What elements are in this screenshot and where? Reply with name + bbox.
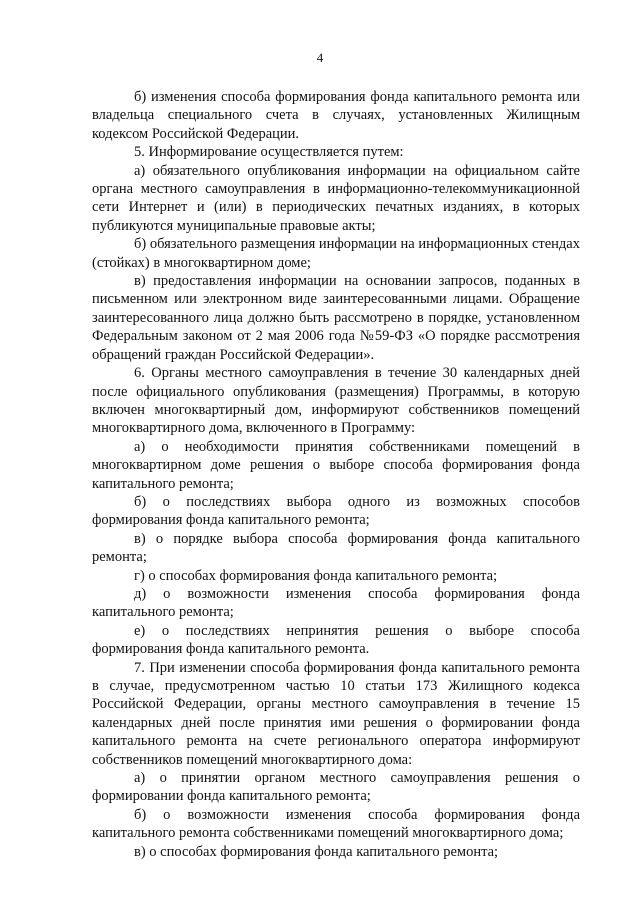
paragraph-7a: а) о принятии органом местного самоуправления решения о формировании фонда капитального ремонта;	[92, 770, 580, 805]
paragraph-4b: б) изменения способа формирования фонда капитального ремонта или владельца специального счета в случаях, установленных Жилищным кодексом Российской Федерации.	[92, 89, 580, 142]
paragraph-5: 5. Информирование осуществляется путем:	[134, 144, 404, 161]
paragraph-5a: а) обязательного опубликования информации на официальном сайте органа местного самоуправления в информационно-телекоммуникационной сети Интернет и (или) в периодических печатных изданиях, в которых публикуются муниципальные правовые акты;	[92, 162, 580, 234]
paragraph-7v: в) о способах формирования фонда капитального ремонта;	[134, 843, 499, 860]
document-body	[92, 88, 580, 861]
paragraph-6b: б) о последствиях выбора одного из возможных способов формирования фонда капитального ремонта;	[92, 493, 580, 529]
paragraph-6g: г) о способах формирования фонда капитального ремонта;	[134, 567, 498, 584]
paragraph-6a: а) о необходимости принятия собственниками помещений в многоквартирном доме решения о выборе способа формирования фонда капитального ремонта;	[92, 438, 580, 492]
page-number: 4	[316, 50, 324, 65]
paragraph-6: 6. Органы местного самоуправления в течение 30 календарных дней после официального опубликования (размещения) Программы, в которую включен многоквартирный дом, информируют собственников помещений многоквартирного дома, включенного в Программу:	[92, 365, 580, 437]
paragraph-7: 7. При изменении способа формирования фонда капитального ремонта в случае, предусмотренном частью 10 статьи 173 Жилищного кодекса Российской Федерации, органы местного самоуправления в течение 15 календарных дней после принятия ими решения о формировании фонда капитального ремонта на счете регионального оператора информируют собственников помещений многоквартирного дома:	[92, 659, 580, 768]
paragraph-6d: д) о возможности изменения способа формирования фонда капитального ремонта;	[92, 585, 580, 621]
paragraph-5b: б) обязательного размещения информации на информационных стендах (стойках) в многоквартирном доме;	[92, 236, 580, 271]
paragraph-6v: в) о порядке выбора способа формирования фонда капитального ремонта;	[92, 530, 580, 566]
paragraph-6e: е) о последствиях непринятия решения о выборе способа формирования фонда капитального ремонта.	[92, 622, 580, 658]
paragraph-5v: в) предоставления информации на основании запросов, поданных в письменном или электронном виде заинтересованными лицами. Обращение заинтересованного лица должно быть рассмотрено в порядке, установленном Федеральным законом от 2 мая 2006 года №59-ФЗ «О порядке рассмотрения обращений граждан Российской Федерации».	[92, 273, 580, 363]
paragraph-7b: б) о возможности изменения способа формирования фонда капитального ремонта собственниками помещений многоквартирного дома;	[92, 806, 580, 842]
